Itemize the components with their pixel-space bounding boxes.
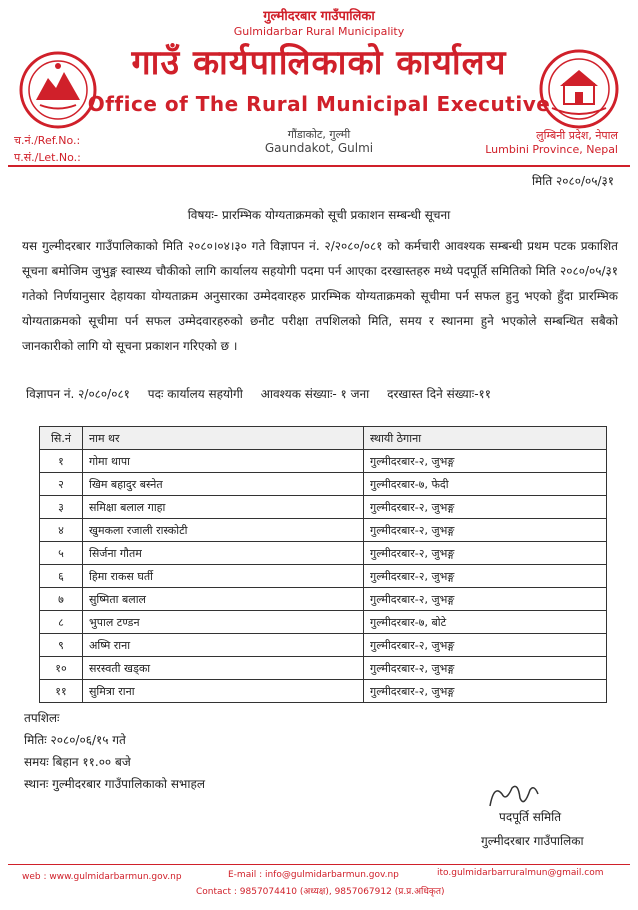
serial-cell: ११ [40, 680, 83, 703]
address-cell: गुल्मीदरबार-२, जुभङ्ग [364, 519, 607, 542]
letter-date: मिति २०८०/०५/३१ [531, 174, 614, 188]
table-row [40, 680, 607, 703]
name-cell: खिम बहादुर बस्नेत [83, 473, 364, 496]
table-row [40, 565, 607, 588]
serial-cell: ५ [40, 542, 83, 565]
name-cell: भुपाल टण्डन [83, 611, 364, 634]
name-cell: हिमा राकस घर्ती [83, 565, 364, 588]
province-eng: Lumbini Province, Nepal [485, 143, 618, 156]
advertisement-info [26, 385, 622, 402]
address-cell: गुल्मीदरबार-२, जुभङ्ग [364, 680, 607, 703]
table-row [40, 519, 607, 542]
footer-divider [8, 864, 630, 865]
address-cell: गुल्मीदरबार-२, जुभङ्ग [364, 565, 607, 588]
municipality-name-nep: गुल्मीदरबार गाउँपालिका [263, 9, 375, 24]
name-cell: सुमित्रा राना [83, 680, 364, 703]
table-row [40, 634, 607, 657]
ad-number: विज्ञापन नं. २/०८०/०८१ [26, 387, 130, 401]
province-nep: लुम्बिनी प्रदेश, नेपाल [536, 129, 618, 142]
footer-website: web : www.gulmidarbarmun.gov.np [22, 872, 182, 882]
let-no-label: प.सं./Let.No.: [14, 151, 81, 164]
office-title-nep: गाउँ कार्यपालिकाको कार्यालय [131, 43, 507, 83]
name-cell: सिर्जना गौतम [83, 542, 364, 565]
serial-cell: ९ [40, 634, 83, 657]
header-name: नाम थर [83, 427, 364, 450]
table-row [40, 473, 607, 496]
address-cell: गुल्मीदरबार-२, जुभङ्ग [364, 542, 607, 565]
serial-cell: ३ [40, 496, 83, 519]
exam-details [24, 707, 205, 795]
footer-gmail: ito.gulmidarbarruralmun@gmail.com [437, 868, 604, 878]
post-name: पदः कार्यालय सहयोगी [147, 387, 243, 401]
name-cell: सुष्मिता बलाल [83, 588, 364, 611]
exam-date: मितिः २०८०/०६/१५ गते [24, 733, 126, 747]
name-cell: अष्मि राना [83, 634, 364, 657]
address-cell: गुल्मीदरबार-२, जुभङ्ग [364, 450, 607, 473]
header-divider [8, 165, 630, 167]
address-cell: गुल्मीदरबार-७, फेदी [364, 473, 607, 496]
serial-cell: ४ [40, 519, 83, 542]
address-cell: गुल्मीदरबार-७, बोटे [364, 611, 607, 634]
signatory-committee: पदपूर्ति समिति [499, 810, 562, 824]
name-cell: खुमकला रजाली रास्कोटी [83, 519, 364, 542]
address-eng: Gaundakot, Gulmi [264, 141, 374, 155]
serial-cell: १ [40, 450, 83, 473]
serial-cell: २ [40, 473, 83, 496]
serial-cell: ८ [40, 611, 83, 634]
ref-no-label: च.नं./Ref.No.: [14, 134, 81, 147]
address-cell: गुल्मीदरबार-२, जुभङ्ग [364, 496, 607, 519]
signatory-municipality: गुल्मीदरबार गाउँपालिका [481, 834, 584, 848]
office-title-eng: Office of The Rural Municipal Executive [87, 92, 551, 116]
subject-line: विषयः- प्रारम्भिक योग्यताक्रमको सूची प्रकाशन सम्बन्धी सूचना [187, 208, 451, 222]
table-row [40, 657, 607, 680]
address-cell: गुल्मीदरबार-२, जुभङ्ग [364, 657, 607, 680]
name-cell: सरस्वती खड्का [83, 657, 364, 680]
address-nep: गौंडाकोट, गुल्मी [287, 128, 351, 141]
exam-time: समयः बिहान ११.०० बजे [24, 755, 131, 769]
candidate-table [39, 426, 607, 703]
footer-contact: Contact : 9857074410 (अध्यक्ष), 9857067912 (प्र.प्र.अधिकृत) [196, 887, 445, 897]
details-heading: तपशिलः [24, 711, 60, 725]
table-header-row [40, 427, 607, 450]
table-row [40, 611, 607, 634]
address-cell: गुल्मीदरबार-२, जुभङ्ग [364, 588, 607, 611]
serial-cell: ७ [40, 588, 83, 611]
table-row [40, 450, 607, 473]
notice-paragraph: यस गुल्मीदरबार गाउँपालिकाको मिति २०८०।०४।३० गते विज्ञापन नं. २/२०८०/०८१ को कर्मचारी आवश्यक सम्बन्धी प्रथम पटक प्रकाशित सूचना बमोजिम जुभुङ्ग स्वास्थ्य चौकीको लागि कार्यालय सहयोगी पदमा पर्न आएका दरखास्तहरु मध्ये पदपूर्ति समितिको मिति २०८०/०५/३१ गतेको निर्णयानुसार देहायका योग्यताक्रम अनुसारका उम्मेदवारहरु प्रारम्भिक योग्यताक्रमको सूचीमा पर्न सफल हुनु भएको हुँदा प्रारम्भिक योग्यताक्रमको सूचीमा पर्न सफल उम्मेदवारहरुको छनौट परीक्षा तपशिलको मिति, समय र स्थानमा हुने भएकोले सम्बन्धित सबैको जानकारीको लागि यो सूचना प्रकाशन गरिएको छ । [22, 239, 618, 353]
serial-cell: १० [40, 657, 83, 680]
required-count: आवश्यक संख्याः- १ जना [260, 387, 370, 401]
name-cell: गोमा थापा [83, 450, 364, 473]
exam-venue: स्थानः गुल्मीदरबार गाउँपालिकाको सभाहल [24, 777, 205, 791]
name-cell: समिक्षा बलाल गाहा [83, 496, 364, 519]
table-row [40, 496, 607, 519]
table-row [40, 542, 607, 565]
header-address: स्थायी ठेगाना [364, 427, 607, 450]
header-serial: सि.नं [40, 427, 83, 450]
table-row [40, 588, 607, 611]
municipality-name-eng: Gulmidarbar Rural Municipality [233, 25, 405, 38]
footer-email: E-mail : info@gulmidarbarmun.gov.np [228, 870, 399, 880]
serial-cell: ६ [40, 565, 83, 588]
application-count: दरखास्त दिने संख्याः-११ [387, 387, 492, 401]
address-cell: गुल्मीदरबार-२, जुभङ्ग [364, 634, 607, 657]
